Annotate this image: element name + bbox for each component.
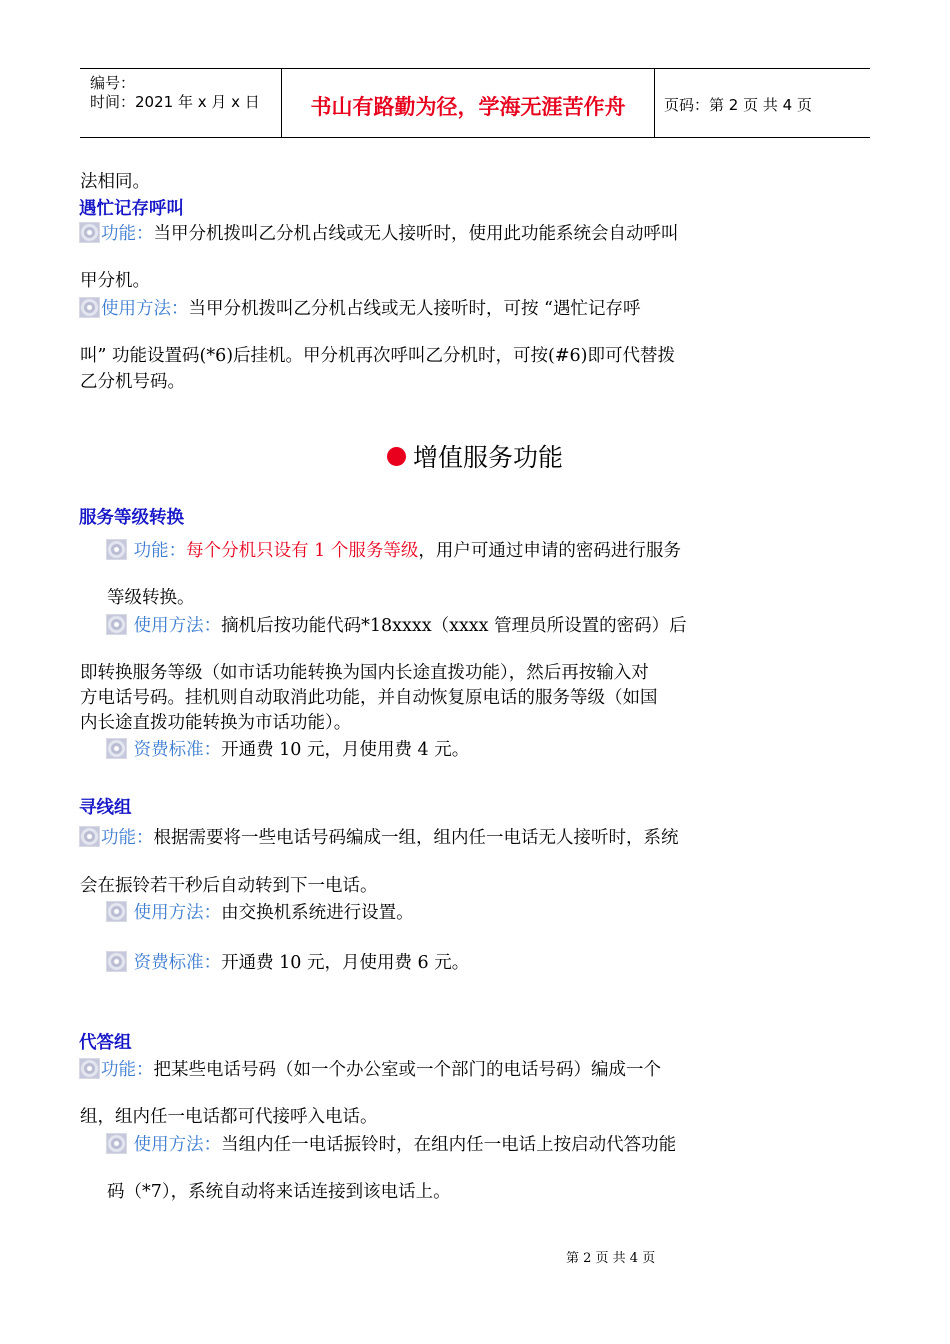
hunt-group-function <box>79 826 679 849</box>
bullet-icon <box>79 1058 100 1079</box>
hunt-group-fee <box>106 951 469 974</box>
bullet-icon <box>79 222 100 243</box>
busy-recall-usage-cont: 叫” 功能设置码(*6)后挂机。甲分机再次呼叫乙分机时，可按(#6)即可代替拨 <box>80 346 675 366</box>
busy-recall-usage <box>79 297 641 320</box>
fee-label: 资费标准： <box>133 740 222 760</box>
bullet-icon <box>79 297 100 318</box>
bullet-icon <box>106 738 127 759</box>
section-heading-hunt-group: 寻线组 <box>79 798 132 818</box>
function-text: ，用户可通过申请的密码进行服务 <box>418 541 681 561</box>
bullet-icon <box>106 1133 127 1154</box>
hunt-group-usage <box>106 901 414 924</box>
service-level-usage-cont: 即转换服务等级（如市话功能转换为国内长途直拨功能），然后再按输入对 <box>80 663 649 683</box>
function-label: 功能： <box>101 224 154 244</box>
value-added-section-title <box>387 438 563 474</box>
usage-label: 使用方法： <box>133 1135 222 1155</box>
function-text: 把某些电话号码（如一个办公室或一个部门的电话号码）编成一个 <box>153 1060 661 1080</box>
section-heading-service-level: 服务等级转换 <box>79 508 184 528</box>
header-meta <box>90 74 260 112</box>
usage-label: 使用方法： <box>133 903 222 923</box>
header-motto: 书山有路勤为径，学海无涯苦作舟 <box>310 95 626 119</box>
hunt-group-function-cont: 会在振铃若干秒后自动转到下一电话。 <box>80 876 378 896</box>
intro-text: 法相同。 <box>80 172 150 192</box>
busy-recall-function-cont: 甲分机。 <box>80 271 150 291</box>
service-level-function <box>106 539 681 562</box>
busy-recall-usage-cont: 乙分机号码。 <box>80 372 185 392</box>
function-label: 功能： <box>101 828 154 848</box>
header-divider <box>654 69 655 137</box>
page-header <box>80 68 870 138</box>
usage-text: 当甲分机拨叫乙分机占线或无人接听时，可按 “遇忙记存呼 <box>188 299 641 319</box>
usage-label: 使用方法： <box>133 616 222 636</box>
number-label: 编号： <box>90 74 136 92</box>
fee-text: 开通费 10 元，月使用费 6 元。 <box>221 953 470 973</box>
function-text: 根据需要将一些电话号码编成一组，组内任一电话无人接听时，系统 <box>153 828 679 848</box>
fee-text: 开通费 10 元，月使用费 4 元。 <box>221 740 470 760</box>
bullet-icon <box>106 951 127 972</box>
page-footer: 第 2 页 共 4 页 <box>566 1251 656 1266</box>
header-page-info: 页码：第 2 页 共 4 页 <box>664 96 812 114</box>
function-label: 功能： <box>133 541 187 561</box>
time-label: 时间：2021 年 x 月 x 日 <box>90 93 260 111</box>
pickup-group-usage <box>106 1133 676 1156</box>
busy-recall-function <box>79 222 679 245</box>
usage-text: 摘机后按功能代码*18xxxx（xxxx 管理员所设置的密码）后 <box>221 616 687 636</box>
usage-text: 由交换机系统进行设置。 <box>221 903 414 923</box>
section-heading-pickup-group: 代答组 <box>79 1033 132 1053</box>
service-level-function-cont: 等级转换。 <box>107 588 195 608</box>
function-text: 当甲分机拨叫乙分机占线或无人接听时，使用此功能系统会自动呼叫 <box>153 224 679 244</box>
fee-label: 资费标准： <box>133 953 222 973</box>
pickup-group-usage-cont: 码（*7），系统自动将来话连接到该电话上。 <box>107 1182 451 1202</box>
pickup-group-function <box>79 1058 661 1081</box>
bullet-icon <box>79 826 100 847</box>
section-title-text: 增值服务功能 <box>413 443 564 472</box>
bullet-icon <box>106 539 127 560</box>
section-heading-busy-recall: 遇忙记存呼叫 <box>79 199 184 219</box>
bullet-icon <box>106 614 127 635</box>
red-dot-icon <box>387 447 406 466</box>
service-level-usage-cont: 内长途直拨功能转换为市话功能）。 <box>80 713 352 733</box>
service-level-fee <box>106 738 469 761</box>
bullet-icon <box>106 901 127 922</box>
function-label: 功能： <box>101 1060 154 1080</box>
service-level-usage-cont: 方电话号码。挂机则自动取消此功能，并自动恢复原电话的服务等级（如国 <box>80 688 658 708</box>
service-level-usage <box>106 614 687 637</box>
usage-text: 当组内任一电话振铃时，在组内任一电话上按启动代答功能 <box>221 1135 677 1155</box>
pickup-group-function-cont: 组，组内任一电话都可代接呼入电话。 <box>80 1107 378 1127</box>
usage-label: 使用方法： <box>101 299 189 319</box>
function-highlight: 每个分机只设有 1 个服务等级 <box>186 541 419 561</box>
